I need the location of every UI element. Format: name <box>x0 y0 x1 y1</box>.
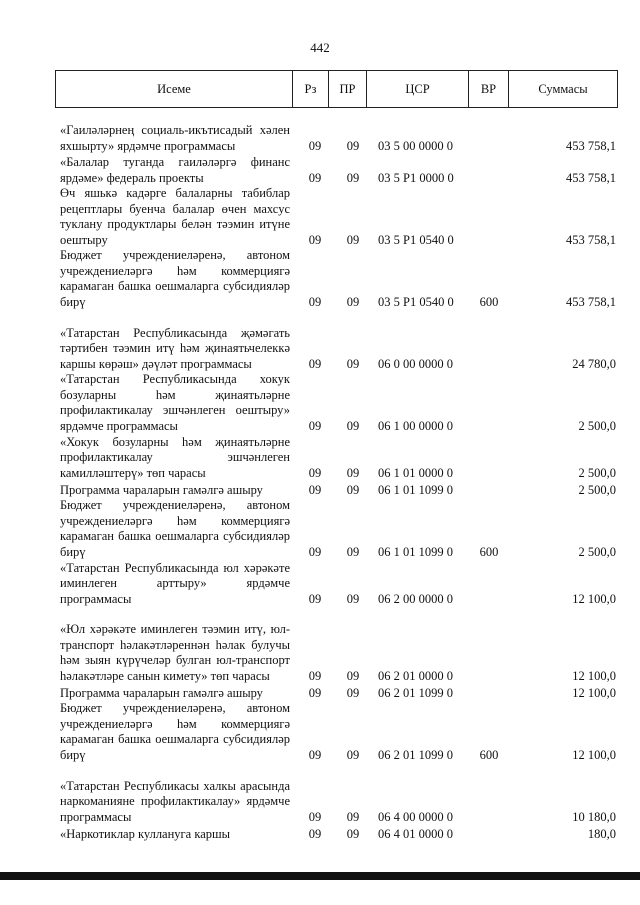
row-pr: 09 <box>346 294 360 309</box>
page-number: 442 <box>310 40 330 55</box>
row-rz: 09 <box>308 685 322 700</box>
row-rz: 09 <box>308 747 322 762</box>
table-row <box>60 684 616 701</box>
row-csr: 06 1 00 0000 0 <box>378 418 453 433</box>
row-sum: 453 758,1 <box>566 232 616 247</box>
row-rz: 09 <box>308 826 322 841</box>
row-csr: 06 2 00 0000 0 <box>378 591 453 606</box>
row-rz: 09 <box>308 170 322 185</box>
row-vr: 600 <box>479 544 499 559</box>
row-pr: 09 <box>346 232 360 247</box>
row-rz: 09 <box>308 668 322 683</box>
header-csr: ЦСР <box>367 71 469 107</box>
row-csr: 06 4 01 0000 0 <box>378 826 453 841</box>
header-vr: ВР <box>469 71 509 107</box>
table-row <box>60 498 616 560</box>
row-pr: 09 <box>346 747 360 762</box>
row-csr: 03 5 P1 0540 0 <box>378 294 454 309</box>
table-row <box>60 434 616 481</box>
row-rz: 09 <box>308 591 322 606</box>
row-pr: 09 <box>346 544 360 559</box>
table-row <box>60 372 616 434</box>
table-row <box>60 763 616 825</box>
row-csr: 06 2 01 1099 0 <box>378 747 453 762</box>
row-pr: 09 <box>346 138 360 153</box>
row-name: «Юл хәрәкәте иминлеген тәэмин итү, юл-транспорт һәлакәтләреннән һәлак булучы һәм зыян күрүчеләр булган юл-транспорт һәлакәтләре санын кимету» төп чарасы <box>60 622 290 683</box>
table-row <box>60 248 616 310</box>
row-sum: 453 758,1 <box>566 294 616 309</box>
row-name: Бюджет учреждениеләренә, автоном учреждениеләргә һәм коммерциягә карамаган башка оешмаларга субсидияләр бирү <box>60 248 290 309</box>
row-csr: 06 1 01 0000 0 <box>378 465 453 480</box>
row-rz: 09 <box>308 418 322 433</box>
row-name: Бюджет учреждениеләренә, автоном учреждениеләргә һәм коммерциягә карамаган башка оешмаларга субсидияләр бирү <box>60 701 290 762</box>
row-sum: 12 100,0 <box>572 668 616 683</box>
table-row <box>60 701 616 763</box>
row-rz: 09 <box>308 482 322 497</box>
row-sum: 12 100,0 <box>572 747 616 762</box>
row-csr: 06 2 01 1099 0 <box>378 685 453 700</box>
row-pr: 09 <box>346 170 360 185</box>
row-vr: 600 <box>479 747 499 762</box>
row-name: «Гаиләләрнең социаль-икътисадый хәлен яхшырту» ярдәмче программасы <box>60 123 290 153</box>
row-sum: 453 758,1 <box>566 138 616 153</box>
row-sum: 10 180,0 <box>572 809 616 824</box>
row-rz: 09 <box>308 544 322 559</box>
row-pr: 09 <box>346 356 360 371</box>
row-name: «Балалар туганда гаиләләргә финанс ярдәме» федераль проекты <box>60 155 290 185</box>
row-name: «Татарстан Республикасында юл хәрәкәте иминлеген арттыру» ярдәмче программасы <box>60 560 290 606</box>
row-sum: 12 100,0 <box>572 685 616 700</box>
row-pr: 09 <box>346 482 360 497</box>
row-sum: 2 500,0 <box>578 465 616 480</box>
row-pr: 09 <box>346 668 360 683</box>
row-sum: 2 500,0 <box>578 482 616 497</box>
table-header <box>55 70 618 108</box>
row-sum: 453 758,1 <box>566 170 616 185</box>
row-csr: 06 4 00 0000 0 <box>378 809 453 824</box>
scan-edge-bar <box>0 872 640 880</box>
table-row <box>60 186 616 248</box>
row-rz: 09 <box>308 232 322 247</box>
row-sum: 12 100,0 <box>572 591 616 606</box>
table-row <box>60 607 616 684</box>
row-rz: 09 <box>308 294 322 309</box>
row-rz: 09 <box>308 138 322 153</box>
row-name: «Наркотиклар куллануга каршы <box>60 826 231 841</box>
table-row <box>60 560 616 607</box>
row-pr: 09 <box>346 826 360 841</box>
row-name: Программа чараларын гамәлгә ашыру <box>60 482 263 497</box>
row-rz: 09 <box>308 356 322 371</box>
row-rz: 09 <box>308 809 322 824</box>
table-row <box>60 481 616 498</box>
row-csr: 06 1 01 1099 0 <box>378 544 453 559</box>
table-row <box>60 310 616 372</box>
table-row <box>60 154 616 186</box>
row-pr: 09 <box>346 685 360 700</box>
row-sum: 2 500,0 <box>578 418 616 433</box>
row-name: Программа чараларын гамәлгә ашыру <box>60 685 263 700</box>
row-pr: 09 <box>346 418 360 433</box>
header-pr: ПР <box>329 71 367 107</box>
row-sum: 24 780,0 <box>572 356 616 371</box>
row-name: Өч яшькә кадәрге балаларны табиблар рецептлары буенча балалар өчен махсус туклану продуктлары белән тәэмин итүне оештыру <box>60 186 290 247</box>
row-name: «Хокук бозуларны һәм җинаятьләрне профилактикалау эшчәнлеген камилләштерү» төп чарасы <box>60 434 290 480</box>
table-row <box>60 110 616 154</box>
row-name: «Татарстан Республикасы халкы арасында наркоманияне профилактикалау» ярдәмче программасы <box>60 778 290 824</box>
row-name: Бюджет учреждениеләренә, автоном учреждениеләргә һәм коммерциягә карамаган башка оешмаларга субсидияләр бирү <box>60 498 290 559</box>
row-sum: 2 500,0 <box>578 544 616 559</box>
row-name: «Татарстан Республикасында хокук бозуларны һәм җинаятьләрне профилактикалау эшчәнлеген оештыру» ярдәмче программасы <box>60 372 290 433</box>
row-sum: 180,0 <box>587 826 616 841</box>
row-csr: 03 5 P1 0000 0 <box>378 170 454 185</box>
row-pr: 09 <box>346 465 360 480</box>
header-name: Исеме <box>56 71 293 107</box>
row-csr: 06 0 00 0000 0 <box>378 356 453 371</box>
table-body <box>60 110 616 842</box>
row-csr: 06 1 01 1099 0 <box>378 482 453 497</box>
header-sum: Суммасы <box>538 81 588 96</box>
row-name: «Татарстан Республикасында җәмәгать тәртибен тәэмин итү һәм җинаятьчелеккә каршы көрәш» дәүләт программасы <box>60 325 290 371</box>
row-csr: 03 5 P1 0540 0 <box>378 232 454 247</box>
header-rz: Рз <box>293 71 329 107</box>
row-csr: 03 5 00 0000 0 <box>378 138 453 153</box>
row-csr: 06 2 01 0000 0 <box>378 668 453 683</box>
row-pr: 09 <box>346 591 360 606</box>
table-row <box>60 825 616 842</box>
row-pr: 09 <box>346 809 360 824</box>
row-vr: 600 <box>479 294 499 309</box>
row-rz: 09 <box>308 465 322 480</box>
